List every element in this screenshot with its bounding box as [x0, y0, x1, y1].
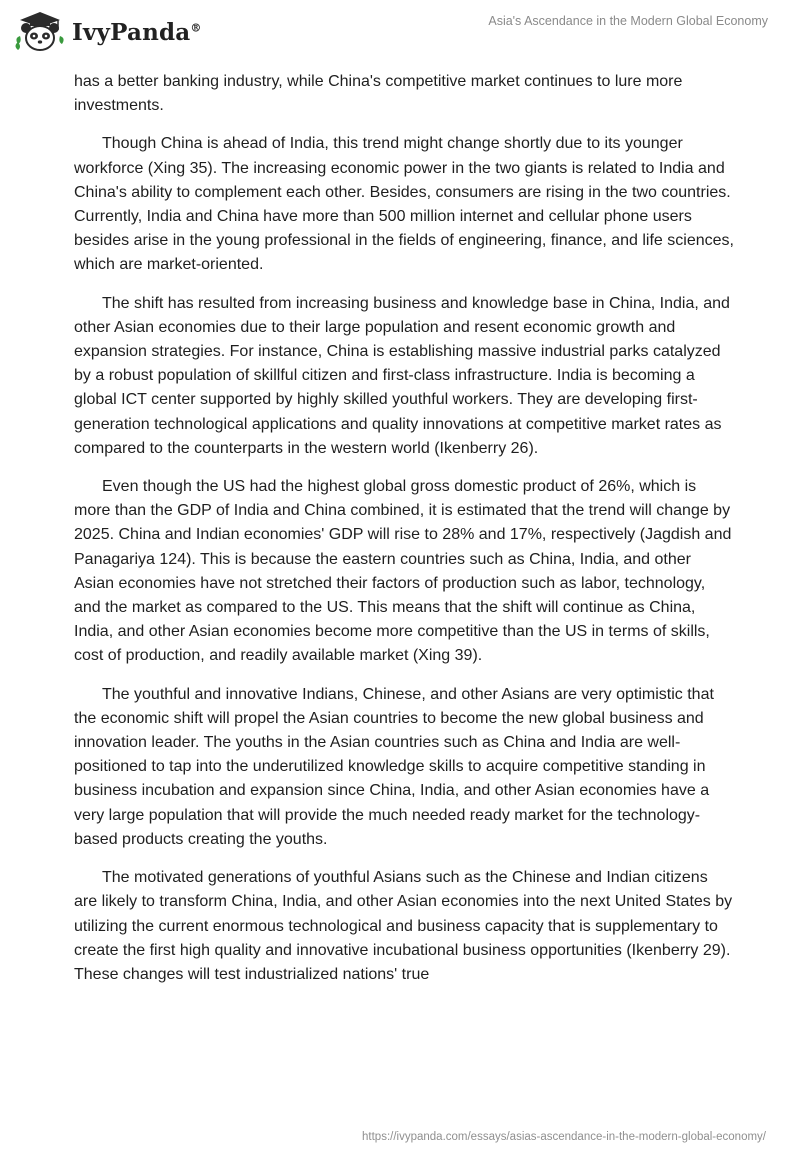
page-header	[0, 0, 800, 64]
paragraph-3: The shift has resulted from increasing business and knowledge base in China, India, and other Asian economies due to their large population and resent economic growth and expansion strategies. For instance, China is establishing massive industrial parks catalyzed by a robust population of skillful citizen and first-class infrastructure. India is becoming a global ICT center supported by highly skilled youthful workers. They are developing first-generation technological applications and quality innovations at competitive market rates as compared to the counterparts in the western world (Ikenberry 26).	[74, 294, 730, 457]
logo-wordmark: IvyPanda®	[72, 18, 202, 46]
essay-body	[74, 70, 734, 1001]
paragraph-4: Even though the US had the highest global gross domestic product of 26%, which is more than the GDP of India and China combined, it is estimated that the trend will change by 2025. China and Indian economies' GDP will rise to 28% and 17%, respectively (Jagdish and Panagariya 124). This is because the eastern countries such as China, India, and other Asian economies have not stretched their factors of production such as labor, technology, and the market as compared to the US. This means that the shift will continue as China, India, and other Asian economies become more competitive than the US in terms of skills, cost of production, and readily available market (Xing 39).	[74, 478, 732, 665]
paragraph-2: Though China is ahead of India, this trend might change shortly due to its younger workforce (Xing 35). The increasing economic power in the two giants is related to India and China's ability to complement each other. Besides, consumers are rising in the two countries. Currently, India and China have more than 500 million internet and cellular phone users besides arise in the young professional in the fields of engineering, finance, and life sciences, which are market-oriented.	[74, 135, 734, 274]
panda-graduate-icon	[14, 10, 66, 54]
document-title: Asia's Ascendance in the Modern Global Economy	[488, 14, 768, 28]
registered-mark: ®	[190, 20, 202, 34]
paragraph-5: The youthful and innovative Indians, Chinese, and other Asians are very optimistic that the economic shift will propel the Asian countries to become the new global business and innovation leader. The youths in the Asian countries such as China and India are well-positioned to tap into the underutilized knowledge skills to acquire competitive standing in business incubation and expansion since China, India, and other Asian economies have a very large population that will provide the much needed ready market for the technology-based products creating the youths.	[74, 685, 714, 848]
ivypanda-logo[interactable]	[14, 8, 202, 56]
paragraph-1: has a better banking industry, while China's competitive market continues to lure more investments.	[74, 73, 683, 115]
source-url-link[interactable]: https://ivypanda.com/essays/asias-ascendance-in-the-modern-global-economy/	[362, 1131, 766, 1143]
paragraph-6: The motivated generations of youthful Asians such as the Chinese and Indian citizens are likely to transform China, India, and other Asian economies into the next United States by utilizing the current enormous technological and business capacity that is supplementary to create the first high quality and innovative incubational business opportunities (Ikenberry 29). These changes will test industrialized nations' true	[74, 869, 733, 983]
